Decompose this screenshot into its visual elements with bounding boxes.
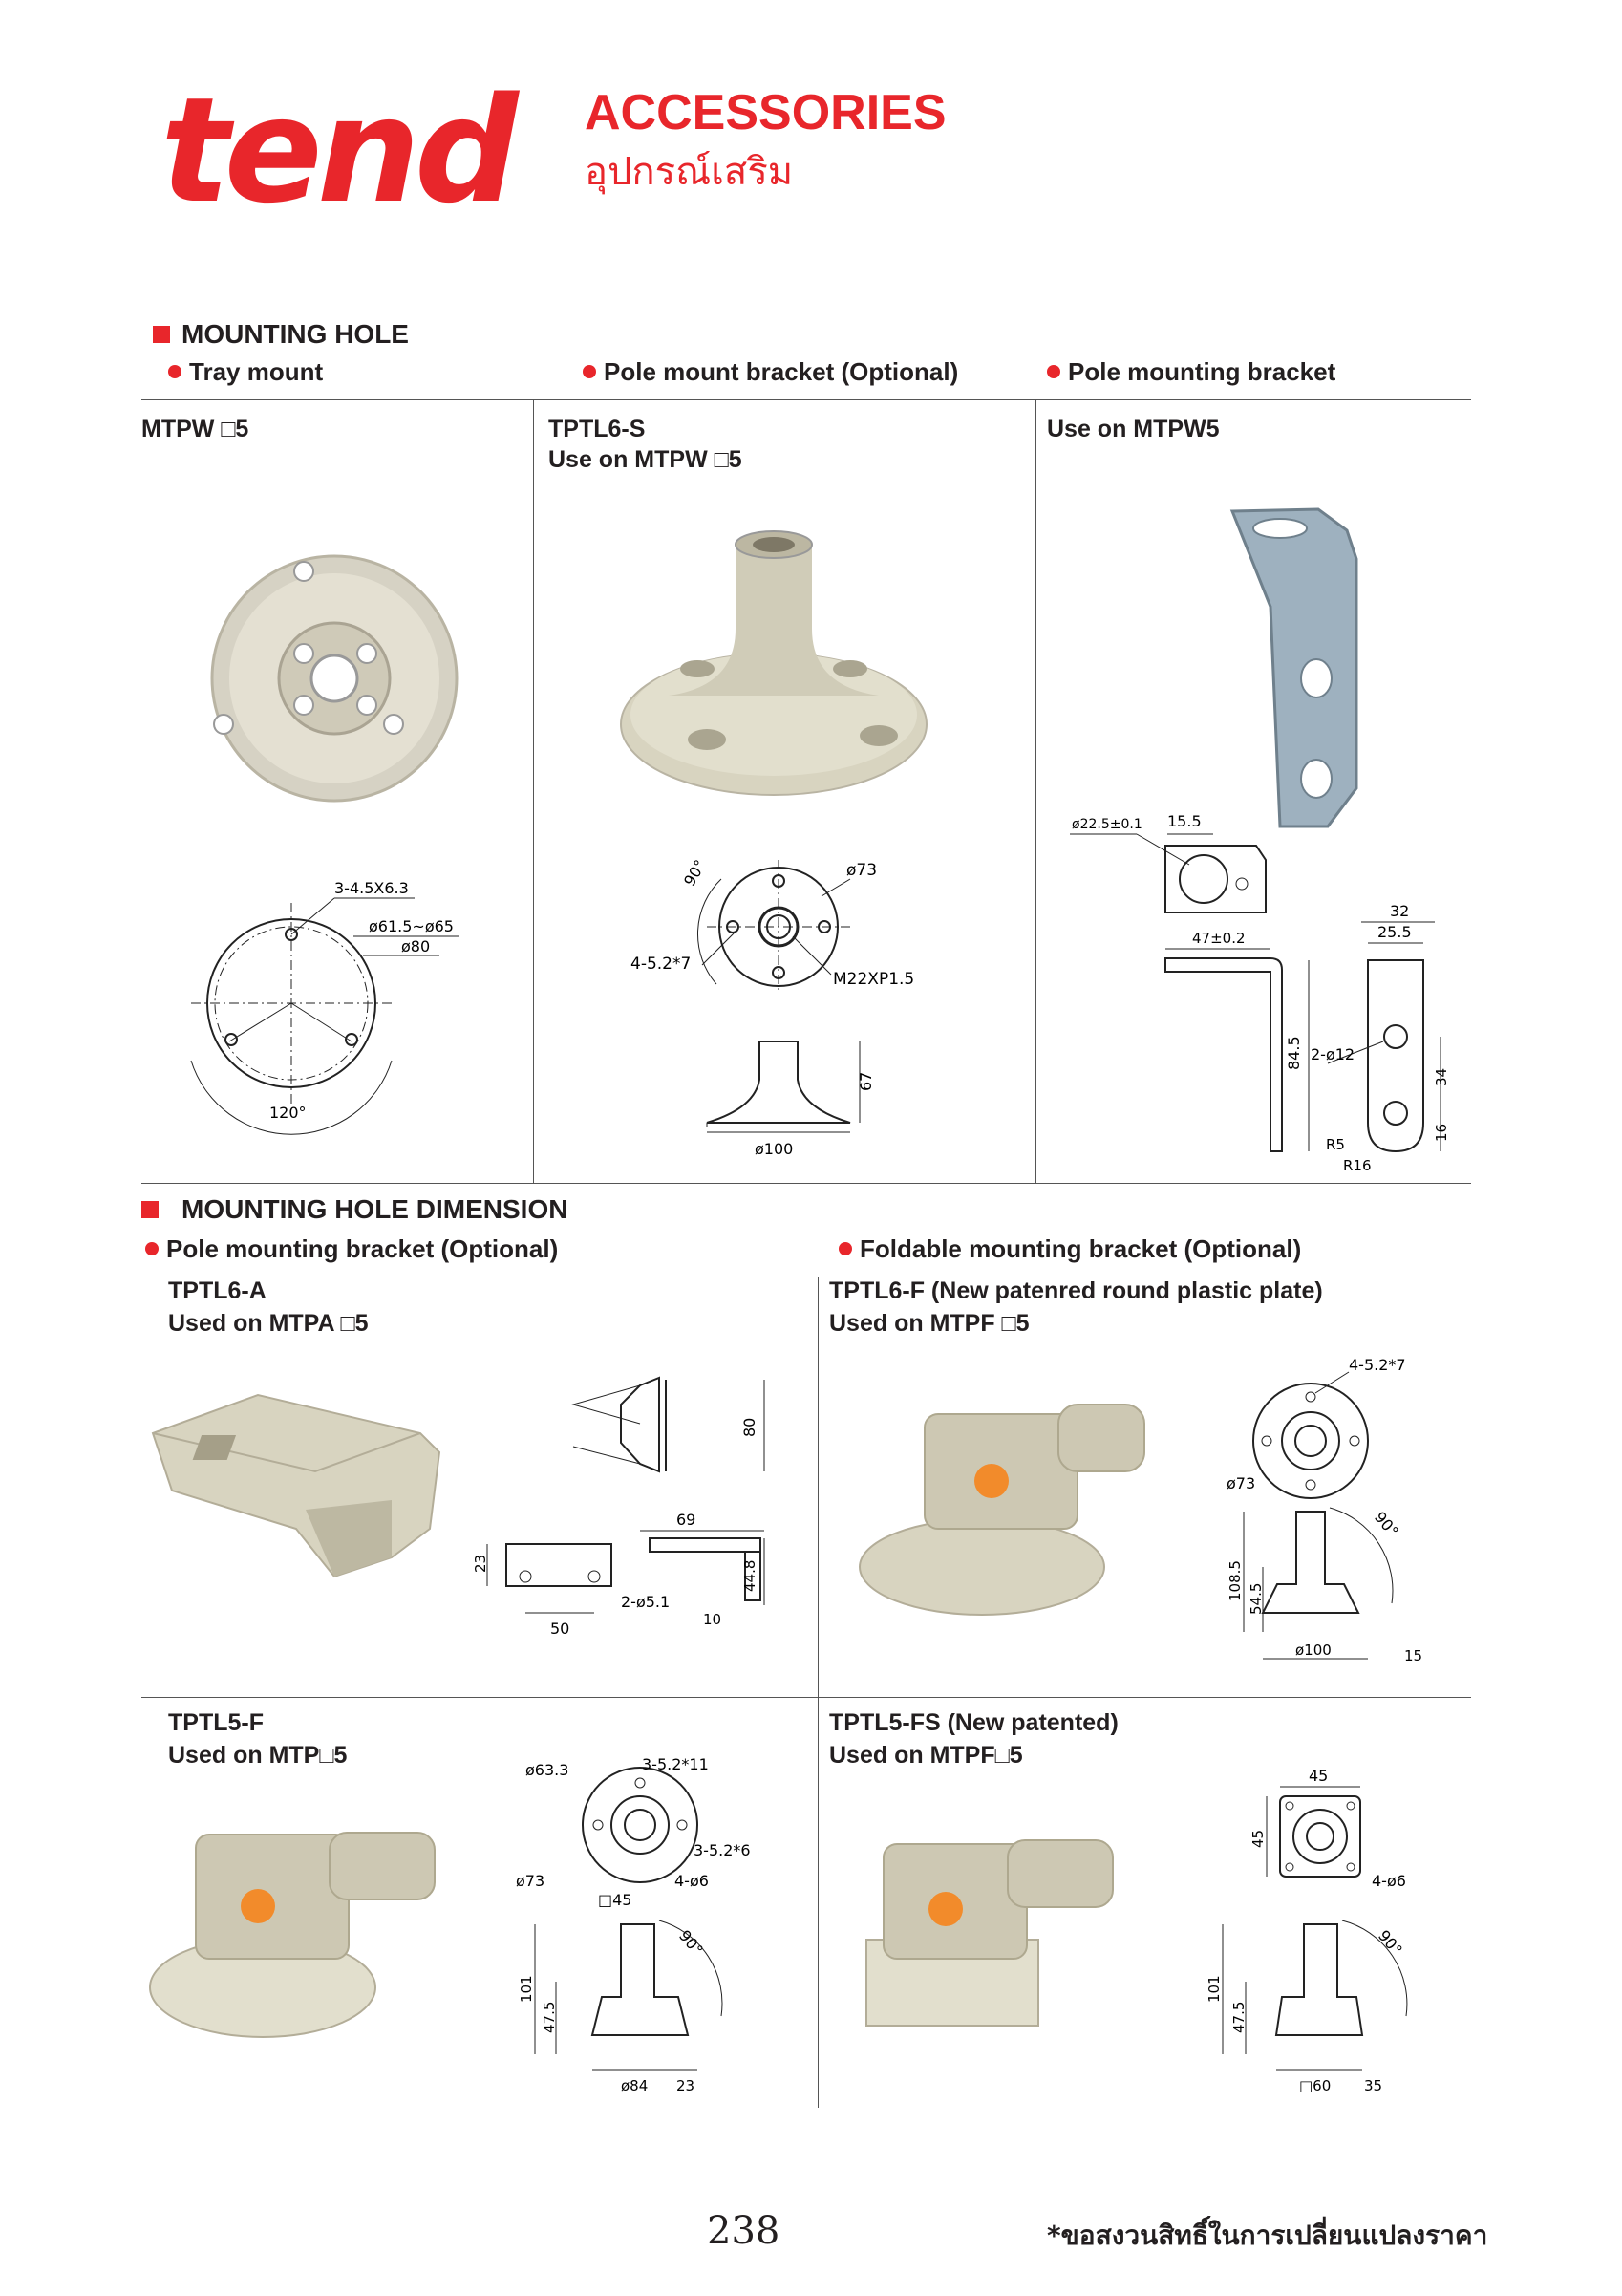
pole-bracket-photo (1213, 502, 1385, 836)
dim-label: 3-5.2*11 (642, 1755, 709, 1773)
dim-label: 90° (1370, 1508, 1402, 1541)
dim-label: 10 (703, 1611, 722, 1628)
dim-label: 69 (676, 1511, 696, 1529)
price-note: *ขอสงวนสิทธิ์ในการเปลี่ยนแปลงราคา (1047, 2220, 1488, 2251)
usage-tptl5fs: Used on MTPF□5 (829, 1742, 1023, 1769)
pole-mount-photo (611, 524, 936, 810)
dim-label: 23 (472, 1554, 489, 1573)
divider (141, 399, 1471, 400)
dim-label: 47.5 (1230, 2001, 1248, 2033)
model-tptl6a: TPTL6-A (168, 1277, 267, 1304)
sub-tray-mount (168, 359, 323, 384)
dim-label: ø100 (1295, 1642, 1332, 1659)
sub-label: Tray mount (189, 357, 324, 386)
dim-label: 2-ø12 (1311, 1045, 1355, 1063)
tptl6a-photo (143, 1385, 449, 1596)
section-mounting-hole-dimension (141, 1196, 567, 1223)
dim-label: 108.5 (1227, 1560, 1244, 1601)
sub-foldable-bracket (839, 1236, 1301, 1261)
dim-label: 16 (1433, 1123, 1450, 1142)
dim-label: ø84 (621, 2077, 649, 2094)
model-tptl5fs: TPTL5-FS (New patented) (829, 1709, 1119, 1736)
dot-bullet-icon (145, 1242, 159, 1255)
dim-label: 4-ø6 (674, 1872, 709, 1890)
usage-tptl6s: Use on MTPW □5 (548, 446, 742, 473)
dim-label: 47.5 (541, 2001, 558, 2033)
model-mtpw: MTPW □5 (141, 416, 249, 442)
dim-label: 45 (1249, 1829, 1267, 1848)
section-title: MOUNTING HOLE DIMENSION (181, 1194, 568, 1224)
tptl5f-drawing (497, 1749, 802, 2102)
dim-label: 90° (680, 856, 710, 890)
dim-label: ø63.3 (525, 1761, 569, 1779)
dim-label: 4-ø6 (1372, 1872, 1406, 1890)
divider (1035, 399, 1036, 1183)
tptl5f-photo (148, 1815, 454, 2045)
dot-bullet-icon (583, 365, 596, 378)
usage-tptl6a: Used on MTPA □5 (168, 1310, 369, 1337)
tptl6a-drawing (472, 1366, 793, 1643)
model-tptl6f: TPTL6-F (New patenred round plastic plate) (829, 1277, 1323, 1304)
page-subtitle: อุปกรณ์เสริม (585, 150, 794, 194)
sub-label: Pole mounting bracket (Optional) (166, 1234, 559, 1263)
dot-bullet-icon (839, 1242, 852, 1255)
dim-label: ø73 (516, 1872, 545, 1890)
sub-pole-mount (583, 359, 958, 384)
page-number: 238 (707, 2209, 780, 2253)
dim-label: 80 (740, 1417, 758, 1437)
sub-pole-mounting-bracket (145, 1236, 558, 1261)
tptl6f-drawing (1206, 1355, 1471, 1689)
dim-label: 3-4.5X6.3 (334, 879, 409, 897)
tray-mount-photo (153, 516, 516, 841)
dim-label: ø73 (1227, 1474, 1256, 1492)
section-mounting-hole (153, 321, 409, 348)
square-bullet-icon (141, 1201, 159, 1218)
usage-tptl6f: Used on MTPF □5 (829, 1310, 1030, 1337)
dim-label: 15.5 (1167, 812, 1202, 830)
tptl5fs-photo (864, 1825, 1151, 2035)
dim-label: 25.5 (1377, 923, 1412, 941)
dim-label: 90° (674, 1926, 707, 1960)
page-title: ACCESSORIES (585, 85, 947, 140)
usage-tptl5f: Used on MTP□5 (168, 1742, 348, 1769)
dim-label: ø61.5~ø65 (369, 917, 454, 935)
dim-label: 4-5.2*7 (630, 955, 692, 974)
dim-label: 84.5 (1285, 1036, 1303, 1070)
dim-label: R5 (1326, 1136, 1345, 1153)
sub-label: Pole mount bracket (Optional) (604, 357, 959, 386)
dim-label: 35 (1364, 2077, 1383, 2094)
square-bullet-icon (153, 326, 170, 343)
dim-label: 23 (676, 2077, 695, 2094)
dim-label: □60 (1299, 2077, 1332, 2094)
dim-label: ø100 (755, 1140, 794, 1158)
divider (533, 399, 534, 1183)
dim-label: 54.5 (1248, 1582, 1265, 1615)
dim-label: 101 (1206, 1975, 1223, 2003)
dim-label: 4-5.2*7 (1349, 1356, 1406, 1374)
tray-mount-drawing (172, 879, 497, 1127)
dim-label: 45 (1309, 1767, 1329, 1785)
dim-label: ø73 (846, 861, 878, 880)
dim-label: 15 (1404, 1647, 1423, 1664)
dim-label: 101 (518, 1975, 535, 2003)
dim-label: 32 (1390, 902, 1410, 920)
dim-label: M22XP1.5 (833, 970, 915, 989)
tptl5fs-drawing (1194, 1749, 1471, 2102)
pole-bracket-drawing (1060, 807, 1471, 1180)
dot-bullet-icon (168, 365, 181, 378)
dim-label: □45 (598, 1891, 632, 1909)
sub-label: Foldable mounting bracket (Optional) (860, 1234, 1302, 1263)
dim-label: 2-ø5.1 (621, 1593, 671, 1611)
sub-label: Pole mounting bracket (1068, 357, 1336, 386)
sub-pole-bracket (1047, 359, 1335, 384)
dim-label: 50 (550, 1620, 570, 1638)
dim-label: ø80 (401, 937, 431, 955)
dim-label: 44.8 (741, 1559, 758, 1592)
dim-label: R16 (1343, 1157, 1372, 1174)
dot-bullet-icon (1047, 365, 1060, 378)
model-tptl6s: TPTL6-S (548, 416, 646, 442)
model-mtpw5: Use on MTPW5 (1047, 416, 1220, 442)
section-title: MOUNTING HOLE (181, 319, 409, 349)
dim-label: 47±0.2 (1192, 930, 1246, 947)
dim-label: 120° (269, 1104, 307, 1122)
dim-label: 67 (857, 1071, 875, 1091)
dim-label: 3-5.2*6 (694, 1841, 751, 1859)
dim-label: 34 (1433, 1067, 1450, 1086)
divider (141, 1183, 1471, 1184)
pole-mount-drawing (621, 841, 946, 1166)
dim-label: ø22.5±0.1 (1072, 817, 1142, 832)
tptl6f-photo (858, 1385, 1183, 1624)
divider (141, 1697, 1471, 1698)
model-tptl5f: TPTL5-F (168, 1709, 264, 1736)
dim-label: 90° (1374, 1926, 1406, 1960)
brand-logo: tend (160, 66, 513, 235)
divider (818, 1277, 819, 2108)
